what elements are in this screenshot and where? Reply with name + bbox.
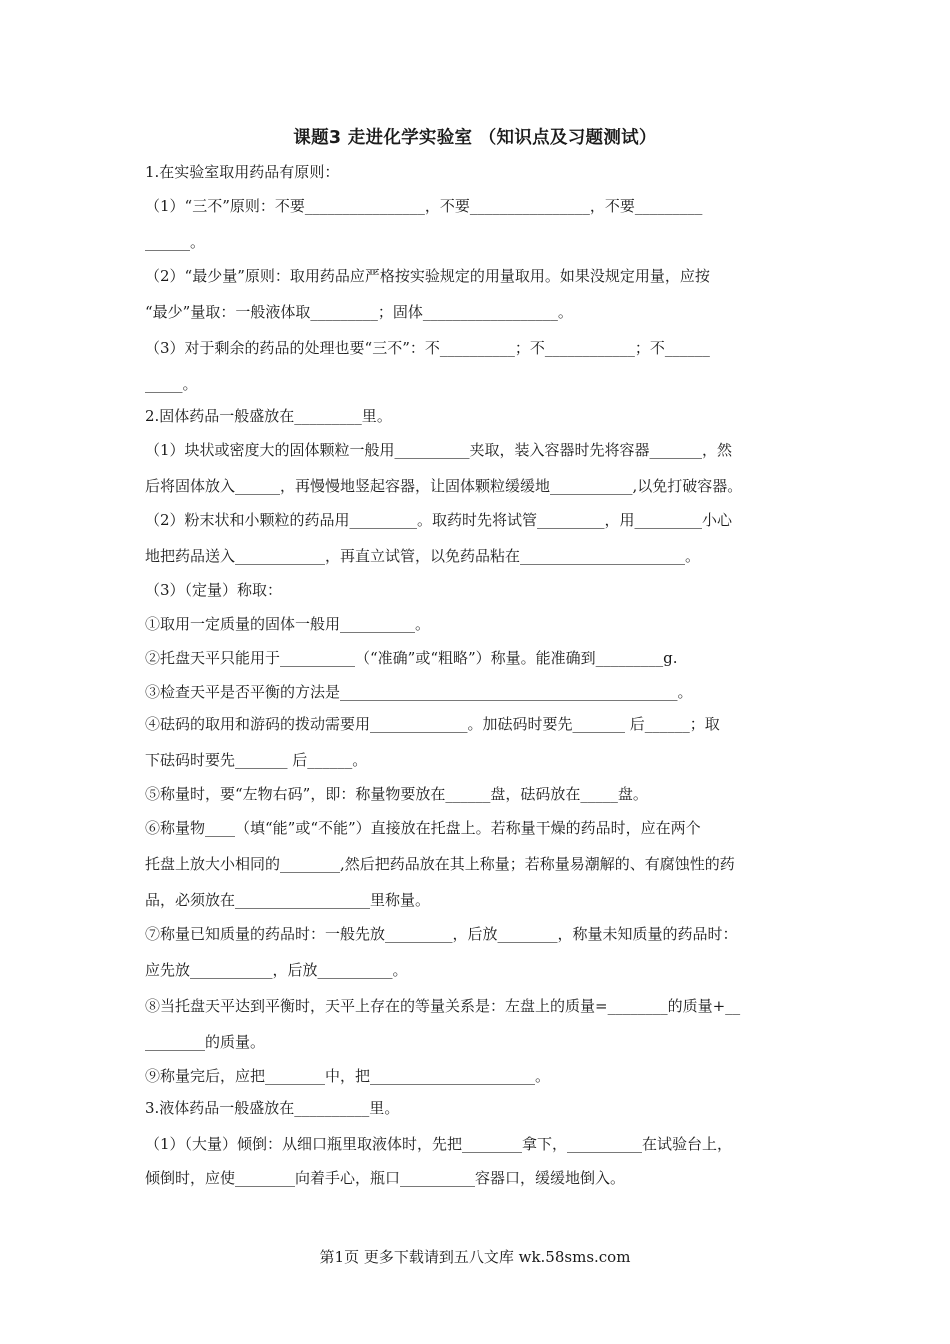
text-line: ①取用一定质量的固体一般用__________。	[145, 615, 431, 633]
text-line: ⑨称量完后，应把________中，把______________________。	[145, 1067, 551, 1085]
text-line: “最少”量取：一般液体取_________；固体__________________。	[145, 303, 573, 321]
text-line: 2.固体药品一般盛放在_________里。	[145, 407, 392, 425]
text-line: （2）“最少量”原则：取用药品应严格按实验规定的用量取用。如果没规定用量，应按	[145, 267, 710, 285]
text-line: 3.液体药品一般盛放在__________里。	[145, 1099, 400, 1117]
text-line: ______。	[145, 233, 206, 251]
text-line: ②托盘天平只能用于__________（“准确”或“粗略”）称量。能准确到_________g.	[145, 649, 678, 667]
text-line: 1.在实验室取用药品有原则：	[145, 163, 340, 181]
document-title: 课题3 走进化学实验室 （知识点及习题测试）	[293, 128, 657, 148]
text-line: 应先放___________，后放__________。	[145, 961, 408, 979]
text-line: （3）（定量）称取：	[145, 581, 283, 599]
text-line: （1）“三不”原则：不要________________，不要________________，不要_________	[145, 197, 703, 215]
text-line: ③检查天平是否平衡的方法是_____________________________________________。	[145, 683, 693, 701]
text-line: 后将固体放入______，再慢慢地竖起容器，让固体颗粒缓缓地___________,以免打破容器。	[145, 477, 743, 495]
text-line: （3）对于剩余的药品的处理也要“三不”：不__________；不____________；不______	[145, 339, 710, 357]
page-footer: 第1页 更多下载请到五八文库 wk.58sms.com	[319, 1248, 631, 1266]
text-line: 下砝码时要先_______ 后______。	[145, 751, 368, 769]
text-line: ⑦称量已知质量的药品时：一般先放_________，后放________，称量未知质量的药品时：	[145, 925, 738, 943]
text-line: 托盘上放大小相同的________,然后把药品放在其上称量；若称量易潮解的、有腐蚀性的药	[145, 855, 735, 873]
text-line: 倾倒时，应使________向着手心，瓶口__________容器口，缓缓地倒入。	[145, 1169, 626, 1187]
text-line: （1）块状或密度大的固体颗粒一般用__________夹取，装入容器时先将容器_______，然	[145, 441, 733, 459]
text-line: 地把药品送入____________，再直立试管，以免药品粘在______________________。	[145, 547, 701, 565]
text-line: （1）（大量）倾倒：从细口瓶里取液体时，先把________拿下，__________在试验台上，	[145, 1135, 733, 1153]
text-line: ________的质量。	[145, 1033, 266, 1051]
text-line: ⑧当托盘天平达到平衡时，天平上存在的等量关系是：左盘上的质量=________的质量+__	[145, 997, 741, 1015]
text-line: ⑤称量时，要“左物右码”，即：称量物要放在______盘，砝码放在_____盘。	[145, 785, 648, 803]
text-line: _____。	[145, 375, 198, 393]
text-line: （2）粉末状和小颗粒的药品用_________。取药时先将试管_________，用_________小心	[145, 511, 733, 529]
text-line: 品，必须放在__________________里称量。	[145, 891, 431, 909]
text-line: ⑥称量物____（填“能”或“不能”）直接放在托盘上。若称量干燥的药品时，应在两个	[145, 819, 701, 837]
text-line: ④砝码的取用和游码的拨动需要用_____________。加砝码时要先_______ 后______；取	[145, 715, 720, 733]
